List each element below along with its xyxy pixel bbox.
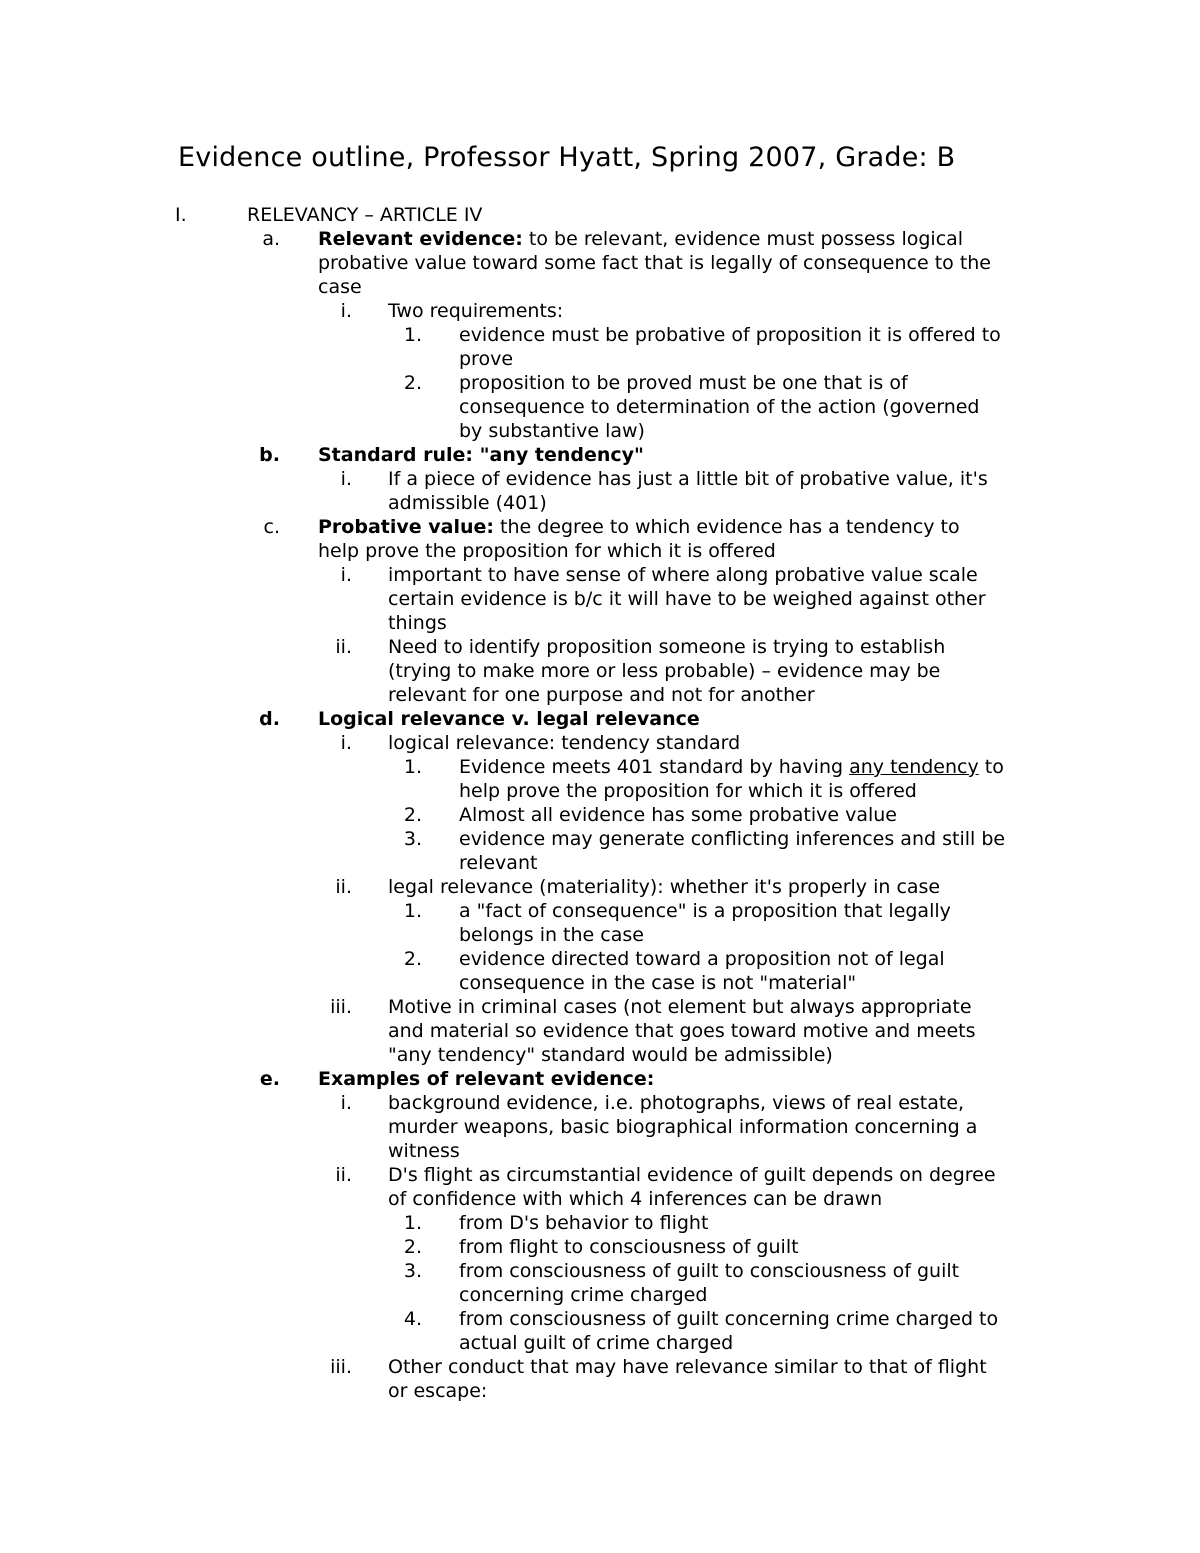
outline-text: consequence in the case is not "material"	[459, 972, 857, 994]
outline-text-line	[459, 803, 1023, 827]
outline-item	[0, 803, 1200, 827]
outline-text: murder weapons, basic biographical information concerning a	[388, 1116, 978, 1138]
outline-marker: 1.	[403, 1212, 422, 1234]
outline-text-line	[388, 1355, 1022, 1379]
outline-marker: 4.	[403, 1308, 422, 1330]
outline-text: to be relevant, evidence must possess logical	[522, 228, 964, 250]
outline-text: to	[978, 756, 1004, 778]
outline-item	[0, 875, 1200, 899]
outline-item	[0, 1355, 1200, 1403]
outline-text-line	[388, 1043, 1022, 1067]
outline-text: Two requirements:	[388, 300, 564, 322]
outline-text-line	[388, 491, 1022, 515]
outline-text-line	[388, 611, 1022, 635]
outline-marker: iii.	[330, 1356, 352, 1378]
outline-text: evidence directed toward a proposition not of legal	[459, 948, 945, 970]
outline-item	[0, 1211, 1200, 1235]
outline-text-pre: Evidence meets 401 standard by having	[459, 756, 850, 778]
outline-marker: i.	[340, 1092, 352, 1114]
outline-text-line	[459, 1331, 1023, 1355]
outline-text: Almost all evidence has some probative value	[459, 804, 897, 826]
outline-text: relevant for one purpose and not for another	[388, 684, 815, 706]
outline-text-line	[388, 299, 1022, 323]
outline-text-line	[459, 1235, 1023, 1259]
outline-text: legal relevance (materiality): whether it's properly in case	[388, 876, 941, 898]
outline-marker: 1.	[403, 756, 422, 778]
outline-text-line	[388, 1019, 1022, 1043]
outline-item	[0, 707, 1200, 731]
outline-heading: Examples of relevant evidence:	[318, 1068, 655, 1090]
outline-text-line	[388, 731, 1022, 755]
outline-text-line	[388, 1163, 1022, 1187]
outline-text-line	[459, 347, 1023, 371]
outline-text: background evidence, i.e. photographs, views of real estate,	[388, 1092, 965, 1114]
outline-heading: Standard rule: "any tendency"	[318, 444, 644, 466]
outline-marker: 2.	[403, 804, 422, 826]
outline-text-line	[459, 323, 1023, 347]
outline-text-line	[318, 539, 1022, 563]
outline-text-line	[318, 707, 1022, 731]
outline-item	[0, 227, 1200, 299]
outline-text: by substantive law)	[459, 420, 645, 442]
outline-text-line	[459, 1211, 1023, 1235]
outline-text: RELEVANCY – ARTICLE IV	[247, 204, 483, 226]
outline-marker: 2.	[403, 372, 422, 394]
outline-item	[0, 755, 1200, 803]
outline-text: of confidence with which 4 inferences can be drawn	[388, 1188, 883, 1210]
outline-text-line	[388, 683, 1022, 707]
outline-text-line	[459, 755, 1023, 779]
outline-text: "any tendency" standard would be admissible)	[388, 1044, 833, 1066]
outline-text-line	[388, 995, 1022, 1019]
outline-heading: Probative value:	[318, 516, 494, 538]
outline-text-line	[459, 779, 1023, 803]
outline-marker: a.	[262, 228, 280, 250]
outline-text: from consciousness of guilt concerning crime charged to	[459, 1308, 999, 1330]
outline-marker: c.	[263, 516, 280, 538]
outline-text: Need to identify proposition someone is trying to establish	[388, 636, 946, 658]
outline-text: evidence must be probative of proposition it is offered to	[459, 324, 1001, 346]
outline-marker: 1.	[403, 324, 422, 346]
outline-text: or escape:	[388, 1380, 488, 1402]
outline-text-line	[388, 1379, 1022, 1403]
outline-heading: Relevant evidence:	[318, 228, 523, 250]
outline-marker: i.	[340, 732, 352, 754]
outline-text: belongs in the case	[459, 924, 644, 946]
outline-item	[0, 731, 1200, 755]
outline-marker: d.	[259, 708, 280, 730]
outline-marker: i.	[340, 564, 352, 586]
outline-marker: ii.	[335, 636, 352, 658]
outline-text-line	[388, 467, 1022, 491]
outline-item	[0, 467, 1200, 515]
outline-marker: 2.	[403, 948, 422, 970]
outline-text: prove	[459, 348, 514, 370]
outline-text-line	[388, 587, 1022, 611]
outline-text-line	[318, 443, 1022, 467]
outline-marker: ii.	[335, 876, 352, 898]
outline-text-line	[388, 1091, 1022, 1115]
outline-item	[0, 827, 1200, 875]
outline-marker: ii.	[335, 1164, 352, 1186]
outline-text: certain evidence is b/c it will have to be weighed against other	[388, 588, 986, 610]
outline-item	[0, 203, 1200, 227]
outline-marker: 1.	[403, 900, 422, 922]
outline-text-line	[459, 851, 1023, 875]
outline-text: consequence to determination of the action (governed	[459, 396, 980, 418]
outline-item	[0, 371, 1200, 443]
outline-text-line	[388, 563, 1022, 587]
outline-text-line	[459, 395, 1023, 419]
outline-text-line	[459, 971, 1023, 995]
outline-text-line	[459, 827, 1023, 851]
outline-marker: I.	[175, 204, 187, 226]
outline-text-line	[318, 1067, 1022, 1091]
outline-text-line	[388, 1187, 1022, 1211]
outline-item	[0, 1307, 1200, 1355]
outline-item	[0, 299, 1200, 323]
outline-text-line	[388, 659, 1022, 683]
outline-text: a "fact of consequence" is a proposition that legally	[459, 900, 951, 922]
outline-text: concerning crime charged	[459, 1284, 708, 1306]
outline-marker: b.	[259, 444, 280, 466]
outline-item	[0, 515, 1200, 563]
outline-marker: i.	[340, 468, 352, 490]
outline-text: the degree to which evidence has a tendency to	[493, 516, 960, 538]
outline-marker: e.	[259, 1068, 280, 1090]
outline-text: If a piece of evidence has just a little bit of probative value, it's	[388, 468, 988, 490]
outline-text: help prove the proposition for which it is offered	[459, 780, 917, 802]
outline-marker: iii.	[330, 996, 352, 1018]
outline-item	[0, 443, 1200, 467]
outline-text: from D's behavior to flight	[459, 1212, 709, 1234]
outline-item	[0, 635, 1200, 707]
outline-text-line	[459, 899, 1023, 923]
outline-text: D's flight as circumstantial evidence of guilt depends on degree	[388, 1164, 996, 1186]
outline-text: help prove the proposition for which it is offered	[318, 540, 776, 562]
outline-heading: Logical relevance v. legal relevance	[318, 708, 700, 730]
outline-text-line	[459, 371, 1023, 395]
outline-text: witness	[388, 1140, 460, 1162]
outline-text-line	[459, 947, 1023, 971]
outline-text: from flight to consciousness of guilt	[459, 1236, 799, 1258]
outline-text: things	[388, 612, 447, 634]
outline-text-line	[318, 251, 1022, 275]
outline-text-line	[459, 419, 1023, 443]
outline-item	[0, 995, 1200, 1067]
outline-text-line	[459, 1283, 1023, 1307]
outline-item	[0, 899, 1200, 947]
outline-item	[0, 1091, 1200, 1163]
outline-text-line	[318, 227, 1022, 251]
outline-text-line	[388, 635, 1022, 659]
outline-text-line	[318, 515, 1022, 539]
outline-text: Motive in criminal cases (not element but always appropriate	[388, 996, 972, 1018]
outline-item	[0, 1067, 1200, 1091]
outline-text: and material so evidence that goes toward motive and meets	[388, 1020, 976, 1042]
outline-text: Other conduct that may have relevance similar to that of flight	[388, 1356, 987, 1378]
outline-item	[0, 1235, 1200, 1259]
outline-text-line	[388, 1139, 1022, 1163]
outline-text: relevant	[459, 852, 538, 874]
outline-text: admissible (401)	[388, 492, 547, 514]
outline-marker: i.	[340, 300, 352, 322]
outline-text-line	[388, 1115, 1022, 1139]
outline-item	[0, 1163, 1200, 1211]
outline-marker: 3.	[403, 828, 422, 850]
outline-item	[0, 323, 1200, 371]
outline-text-line	[459, 1307, 1023, 1331]
outline-text: actual guilt of crime charged	[459, 1332, 734, 1354]
outline-text-line	[459, 1259, 1023, 1283]
outline-text-line	[247, 203, 1047, 227]
outline-text: logical relevance: tendency standard	[388, 732, 741, 754]
outline-text-line	[388, 875, 1022, 899]
outline-text: proposition to be proved must be one that is of	[459, 372, 908, 394]
outline-marker: 2.	[403, 1236, 422, 1258]
outline-underlined-term: any tendency	[849, 756, 979, 778]
outline-text: important to have sense of where along probative value scale	[388, 564, 978, 586]
outline-text: evidence may generate conflicting inferences and still be	[459, 828, 1006, 850]
outline-item	[0, 563, 1200, 635]
outline-text: (trying to make more or less probable) – evidence may be	[388, 660, 941, 682]
outline-item	[0, 1259, 1200, 1307]
outline-text-line	[459, 923, 1023, 947]
outline-text: case	[318, 276, 362, 298]
outline-text-line	[318, 275, 1022, 299]
outline-text: probative value toward some fact that is legally of consequence to the	[318, 252, 991, 274]
outline-text: from consciousness of guilt to consciousness of guilt	[459, 1260, 960, 1282]
outline-item	[0, 947, 1200, 995]
outline-marker: 3.	[403, 1260, 422, 1282]
page-title: Evidence outline, Professor Hyatt, Spring 2007, Grade: B	[178, 142, 956, 173]
